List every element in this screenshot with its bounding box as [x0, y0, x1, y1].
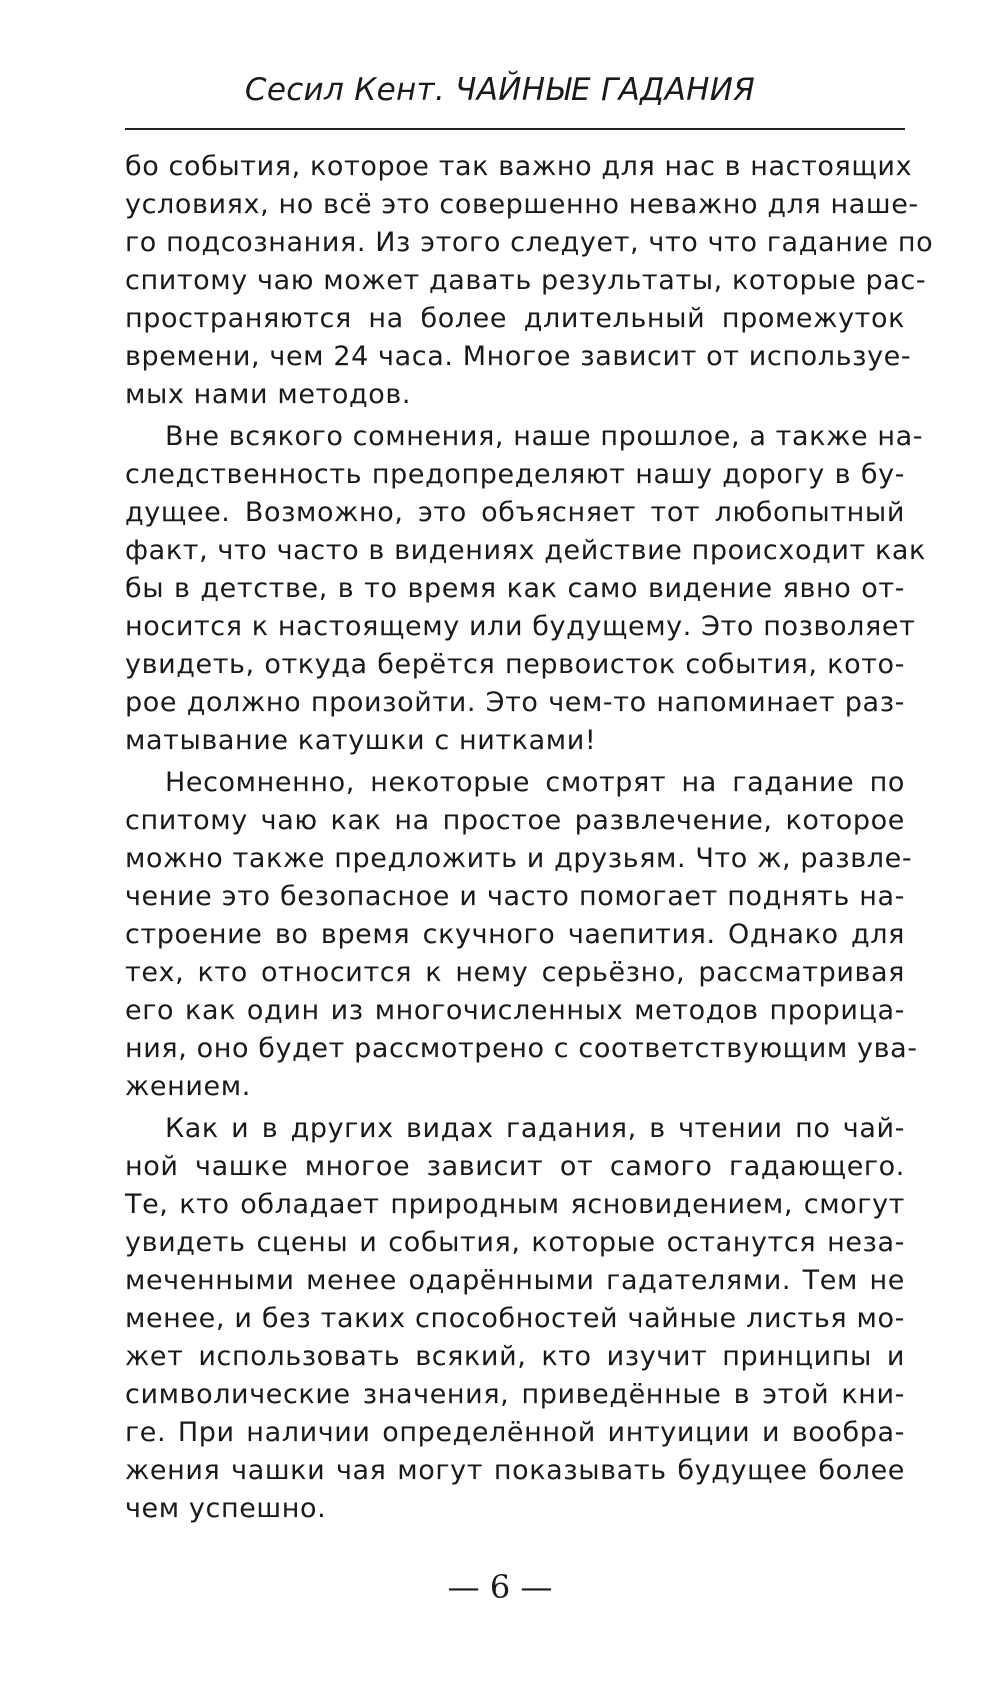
- text-line: условиях, но всё это совершенно неважно для наше-: [125, 189, 919, 220]
- text-line: жет использовать всякий, кто изучит принципы и: [125, 1341, 905, 1372]
- text-line: символические значения, приведённые в этой кни-: [125, 1379, 905, 1410]
- text-line: рое должно произойти. Это чем-то напоминает раз-: [125, 687, 905, 718]
- text-line: ной чашке многое зависит от самого гадающего.: [125, 1151, 905, 1182]
- text-line: бо события, которое так важно для нас в настоящих: [125, 151, 913, 182]
- text-line: жением.: [125, 1071, 251, 1102]
- text-line: Несомненно, некоторые смотрят на гадание по: [165, 767, 905, 798]
- text-line: жения чашки чая могут показывать будущее более: [125, 1455, 905, 1486]
- text-line: времени, чем 24 часа. Многое зависит от используе-: [125, 341, 912, 372]
- text-line: Вне всякого сомнения, наше прошлое, а также на-: [165, 421, 924, 452]
- text-line: меченными менее одарёнными гадателями. Тем не: [125, 1265, 905, 1296]
- text-line: Как и в других видах гадания, в чтении по чай-: [165, 1113, 905, 1144]
- text-line: спитому чаю как на простое развлечение, которое: [125, 805, 905, 836]
- text-line: бы в детстве, в то время как само видение явно от-: [125, 573, 905, 604]
- text-line: чем успешно.: [125, 1493, 327, 1524]
- body-text: [125, 148, 934, 1528]
- running-header-title: Сесил Кент. ЧАЙНЫЕ ГАДАНИЯ: [244, 72, 756, 108]
- text-line: менее, и без таких способностей чайные листья мо-: [125, 1303, 905, 1334]
- text-line: тех, кто относится к нему серьёзно, рассматривая: [125, 957, 905, 988]
- paragraph-2: [125, 418, 926, 760]
- text-line: мых нами методов.: [125, 379, 412, 410]
- text-line: факт, что часто в видениях действие происходит как: [125, 535, 926, 566]
- header-divider: [125, 128, 905, 130]
- text-line: ния, оно будет рассмотрено с соответствующим ува-: [125, 1033, 918, 1064]
- page-number: — 6 —: [447, 1568, 553, 1606]
- text-line: строение во время скучного чаепития. Однако для: [125, 919, 905, 950]
- text-line: чение это безопасное и часто помогает поднять на-: [125, 881, 905, 912]
- text-line: Те, кто обладает природным ясновидением, смогут: [125, 1189, 905, 1220]
- text-line: ге. При наличии определённой интуиции и вообра-: [125, 1417, 905, 1448]
- text-line: его как один из многочисленных методов прорица-: [125, 995, 905, 1026]
- paragraph-1: [125, 148, 934, 414]
- text-line: увидеть сцены и события, которые останутся неза-: [125, 1227, 905, 1258]
- text-line: носится к настоящему или будущему. Это позволяет: [125, 611, 916, 642]
- text-line: дущее. Возможно, это объясняет тот любопытный: [125, 497, 905, 528]
- paragraph-4: [125, 1110, 905, 1528]
- text-line: можно также предложить и друзьям. Что ж, развле-: [125, 843, 913, 874]
- paragraph-3: [125, 764, 918, 1106]
- text-line: увидеть, откуда берётся первоисток события, кото-: [125, 649, 905, 680]
- text-line: пространяются на более длительный промежуток: [125, 303, 905, 334]
- text-line: следственность предопределяют нашу дорогу в бу-: [125, 459, 905, 490]
- text-line: спитому чаю может давать результаты, которые рас-: [125, 265, 927, 296]
- text-line: го подсознания. Из этого следует, что что гадание по: [125, 227, 934, 258]
- text-line: матывание катушки с нитками!: [125, 725, 597, 756]
